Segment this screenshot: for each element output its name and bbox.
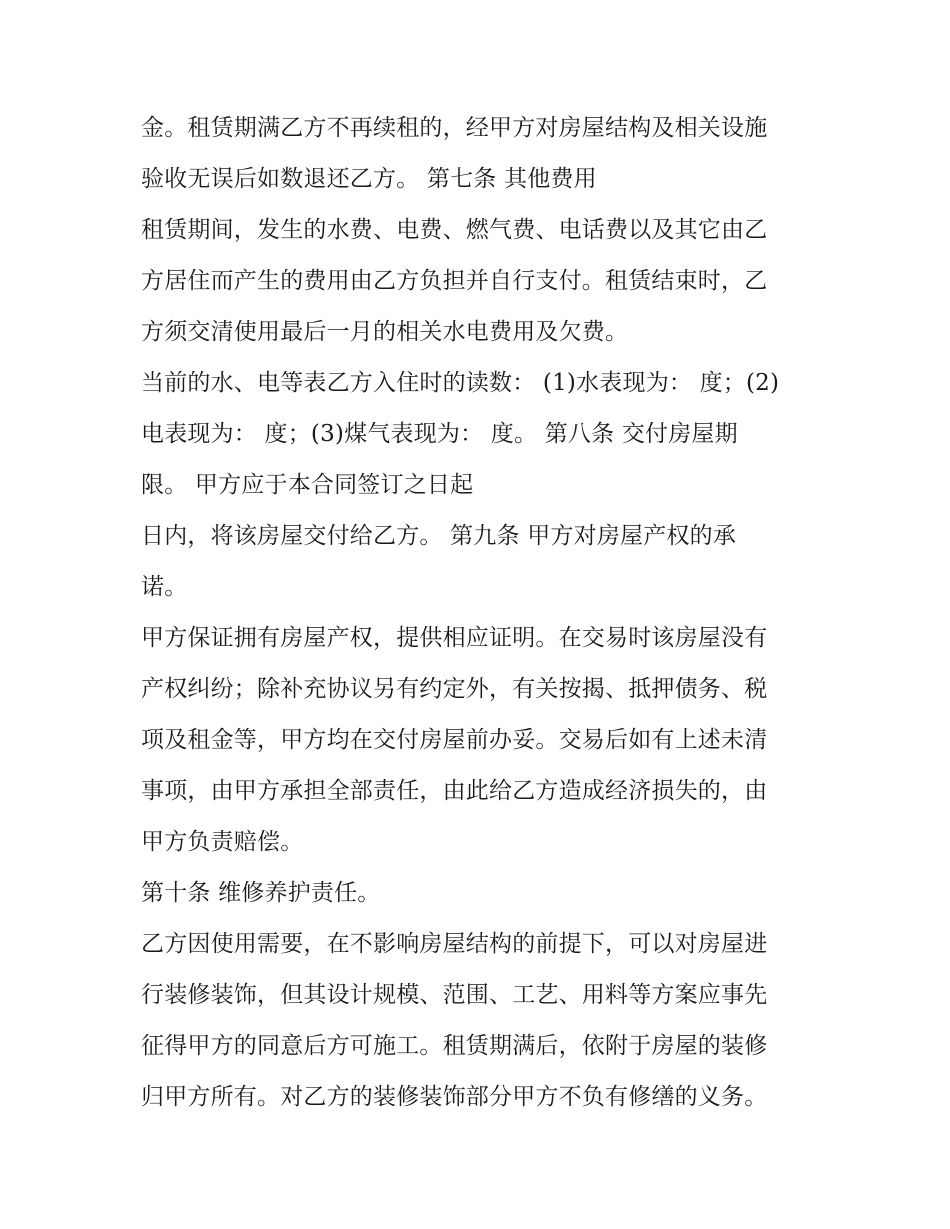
text-line: 诺。: [141, 574, 188, 600]
text-line: 行装修装饰，但其设计规模、范围、工艺、用料等方案应事先: [141, 982, 768, 1008]
text-line: 归甲方所有。对乙方的装修装饰部分甲方不负有修缮的义务。: [141, 1084, 768, 1110]
text-line: 当前的水、电等表乙方入住时的读数： (1)水表现为： 度；(2): [141, 370, 780, 396]
text-line: 事项，由甲方承担全部责任，由此给乙方造成经济损失的，由: [141, 778, 768, 804]
text-line: 征得甲方的同意后方可施工。租赁期满后，依附于房屋的装修: [141, 1033, 768, 1059]
text-line: 方须交清使用最后一月的相关水电费用及欠费。: [141, 319, 629, 345]
text-line: 限。 甲方应于本合同签订之日起: [141, 472, 474, 498]
text-line: 甲方保证拥有房屋产权，提供相应证明。在交易时该房屋没有: [141, 625, 768, 651]
text-line: 第十条 维修养护责任。: [141, 880, 381, 906]
text-line: 金。租赁期满乙方不再续租的，经甲方对房屋结构及相关设施: [141, 115, 768, 141]
text-line: 产权纠纷；除补充协议另有约定外，有关按揭、抵押债务、税: [141, 676, 768, 702]
text-line: 方居住而产生的费用由乙方负担并自行支付。租赁结束时，乙: [141, 268, 768, 294]
text-line: 日内，将该房屋交付给乙方。 第九条 甲方对房屋产权的承: [141, 523, 737, 549]
text-line: 验收无误后如数退还乙方。 第七条 其他费用: [141, 166, 597, 192]
text-line: 甲方负责赔偿。: [141, 829, 304, 855]
text-line: 乙方因使用需要，在不影响房屋结构的前提下，可以对房屋进: [141, 931, 768, 957]
text-line: 项及租金等，甲方均在交付房屋前办妥。交易后如有上述未清: [141, 727, 768, 753]
text-line: 电表现为： 度；(3)煤气表现为： 度。 第八条 交付房屋期: [141, 421, 738, 447]
text-line: 租赁期间，发生的水费、电费、燃气费、电话费以及其它由乙: [141, 217, 768, 243]
